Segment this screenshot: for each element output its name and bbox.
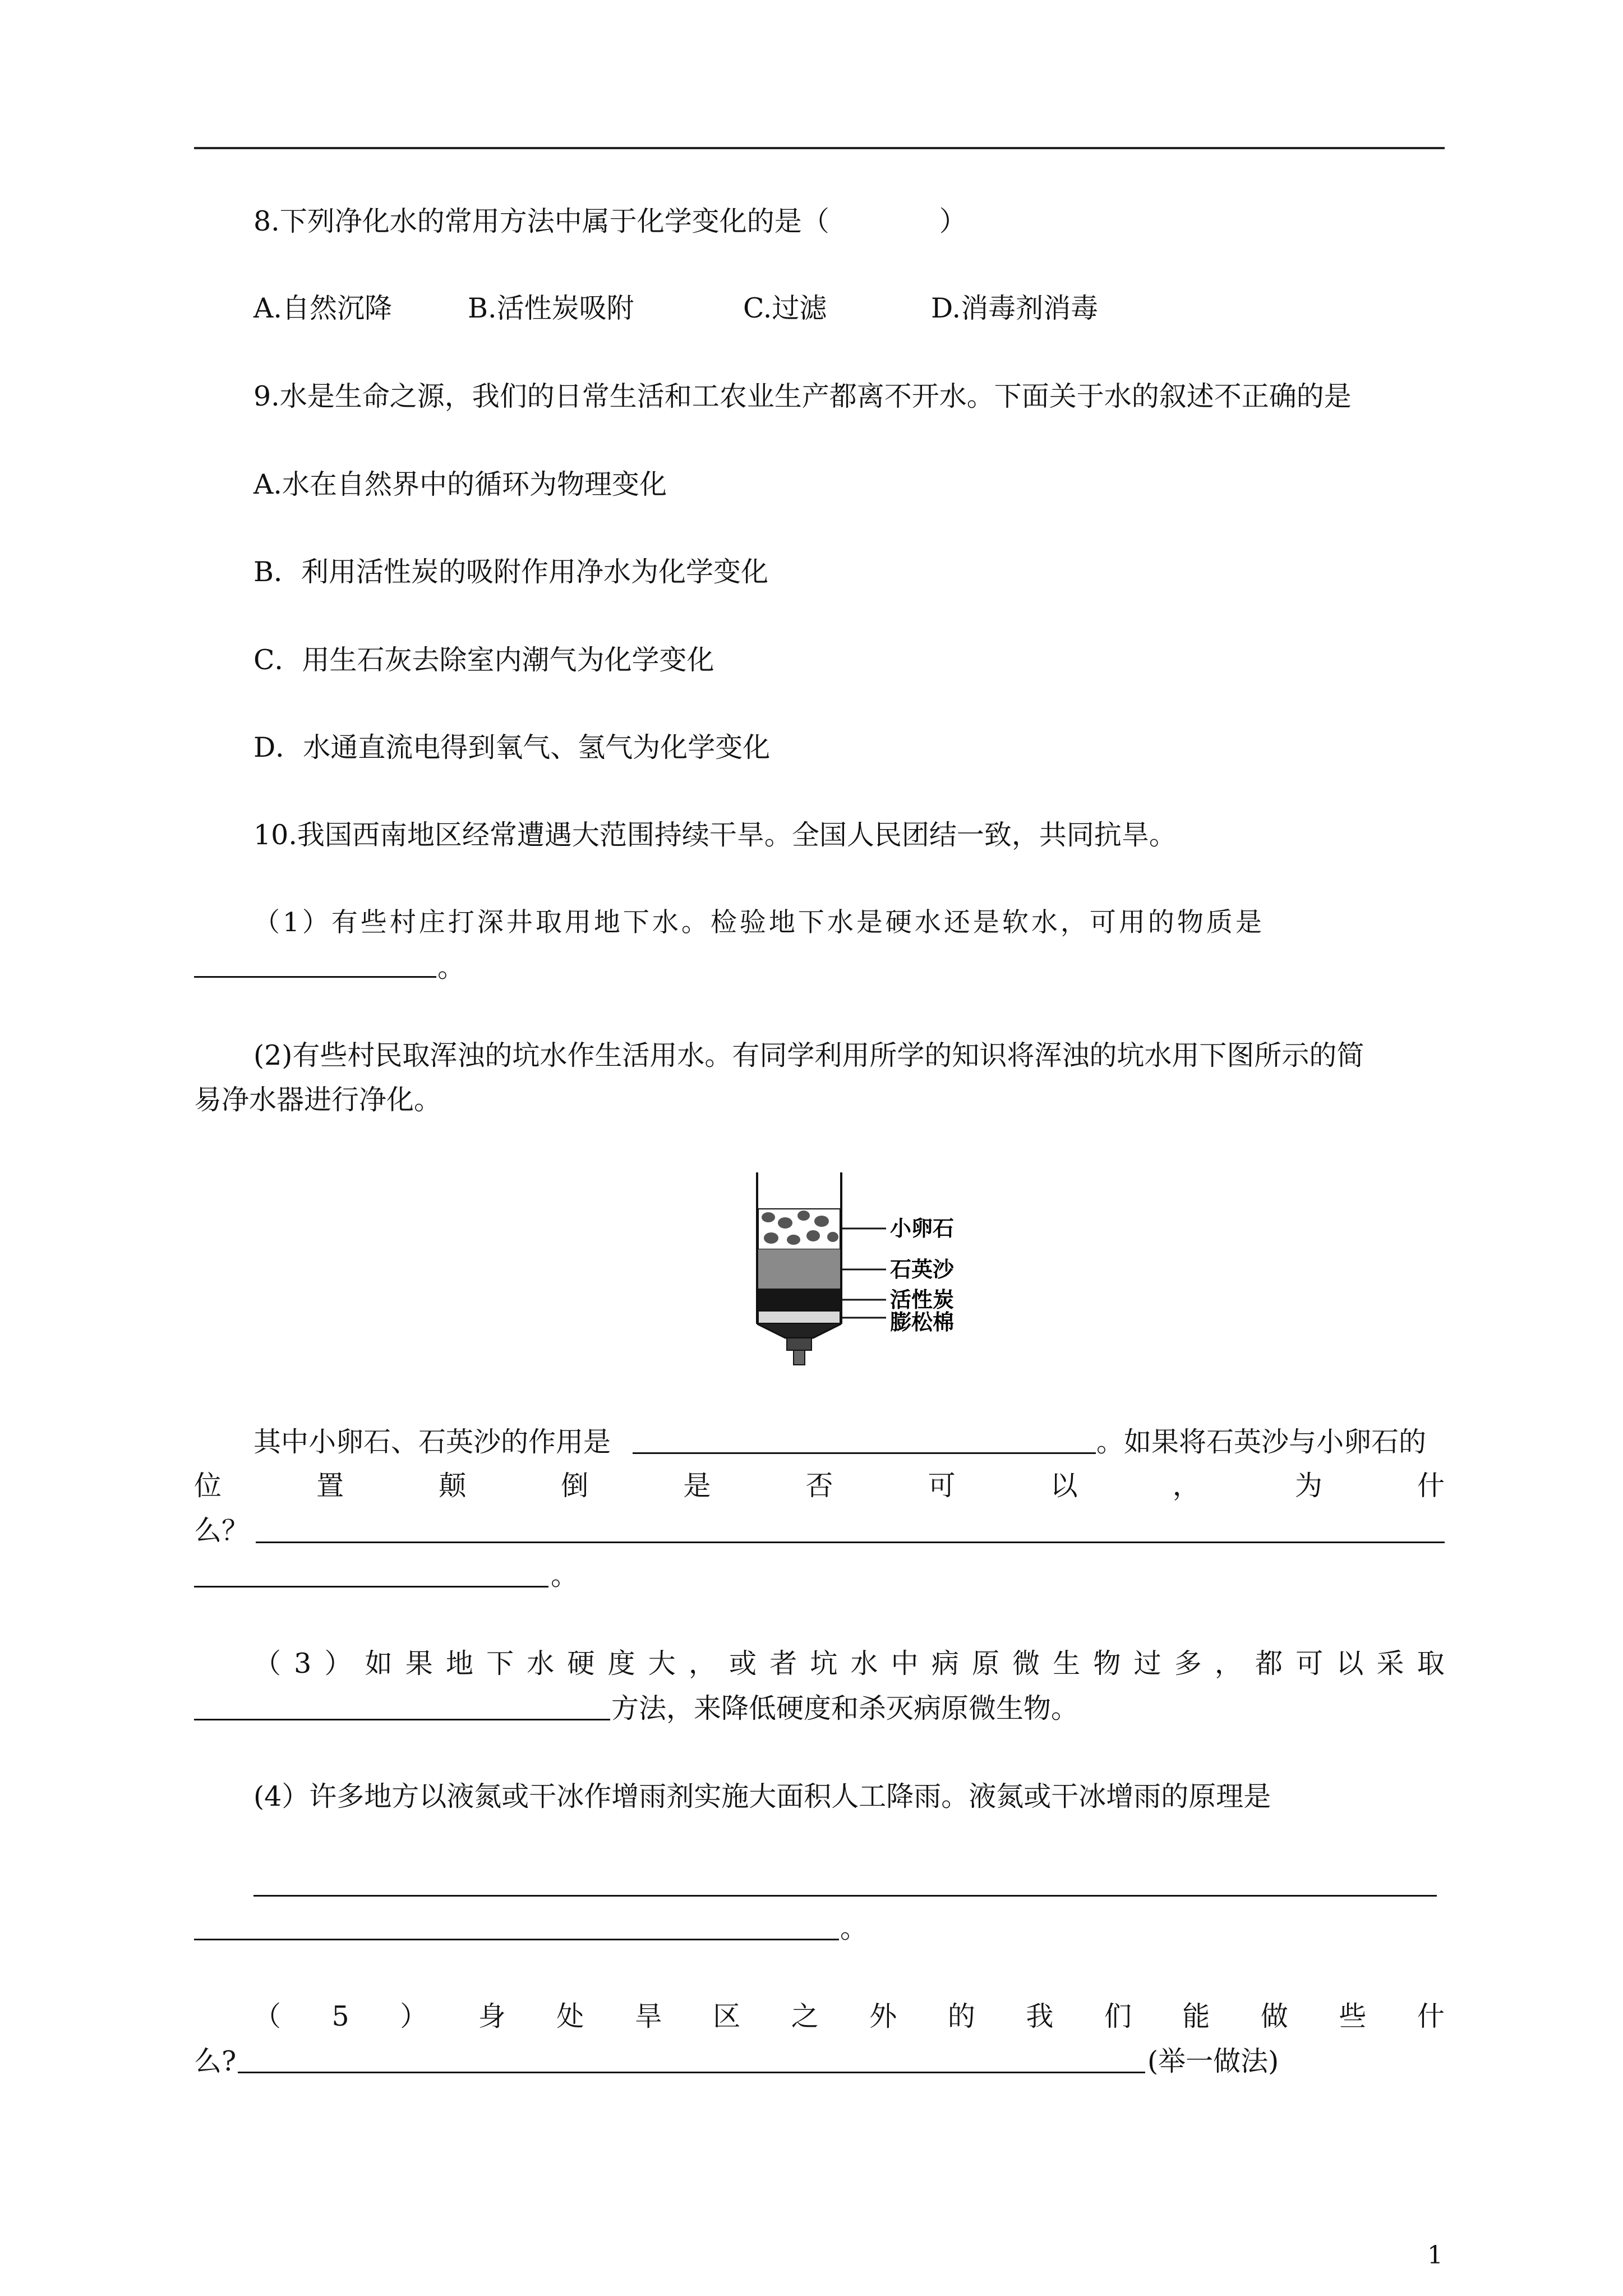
char: 者 xyxy=(769,1648,797,1680)
char: 物 xyxy=(1093,1648,1121,1680)
q10-part2-question-start: 其中小卵石、石英沙的作用是 xyxy=(253,1426,611,1458)
char: 位 xyxy=(194,1470,222,1502)
char: 如 xyxy=(365,1648,393,1680)
char: 可 xyxy=(928,1470,956,1502)
char: （ xyxy=(253,1648,282,1680)
q9-stem: 9.水是生命之源，我们的日常生活和工农业生产都离不开水。下面关于水的叙述不正确的是 xyxy=(253,380,1352,412)
q10-part5-line2-start: 么? xyxy=(194,2045,237,2077)
char: 为 xyxy=(1294,1470,1322,1502)
q10-part1-text: （1）有些村庄打深井取用地下水。检验地下水是硬水还是软水，可用的物质是 xyxy=(253,907,1265,938)
char: 水 xyxy=(850,1648,878,1680)
label-activated-carbon: 活性炭 xyxy=(890,1287,955,1312)
q10-part2-justified-line xyxy=(194,1469,1445,1503)
q9-option-b: B．利用活性炭的吸附作用净水为化学变化 xyxy=(253,556,769,588)
q10-part2-question-mid: 。如果将石英沙与小卵石的 xyxy=(1096,1426,1427,1458)
char: 旱 xyxy=(634,2000,662,2032)
char: 3 xyxy=(294,1648,312,1680)
char: 生 xyxy=(1053,1648,1081,1680)
char: ， xyxy=(1214,1648,1242,1680)
char: ， xyxy=(1172,1470,1200,1502)
q10-part4-text: (4）许多地方以液氮或干冰作增雨剂实施大面积人工降雨。液氮或干冰增雨的原理是 xyxy=(253,1780,1271,1812)
char: 可 xyxy=(1295,1648,1324,1680)
q9-option-c: C．用生石灰去除室内潮气为化学变化 xyxy=(253,644,714,676)
q8-option-d: D.消毒剂消毒 xyxy=(931,292,1099,324)
char: 多 xyxy=(1174,1648,1202,1680)
q9-option-a: A.水在自然界中的循环为物理变化 xyxy=(253,468,667,500)
char: 置 xyxy=(316,1470,344,1502)
char: 采 xyxy=(1376,1648,1404,1680)
page-number: 1 xyxy=(1427,2241,1443,2270)
q10-part3-blank[interactable] xyxy=(194,1719,610,1720)
char: 5 xyxy=(331,2000,349,2032)
q8-option-c: C.过滤 xyxy=(743,292,827,324)
char: 病 xyxy=(931,1648,959,1680)
char: 们 xyxy=(1104,2000,1132,2032)
q8-stem: 8.下列净化水的常用方法中属于化学变化的是（ ） xyxy=(253,205,967,237)
water-filter-figure xyxy=(715,1170,1007,1369)
char: 过 xyxy=(1133,1648,1161,1680)
char: 硬 xyxy=(567,1648,595,1680)
q10-part2-blank-2[interactable] xyxy=(256,1542,1445,1543)
char: 以 xyxy=(1050,1470,1078,1502)
char: 地 xyxy=(445,1648,473,1680)
char: 些 xyxy=(1339,2000,1367,2032)
char: 果 xyxy=(405,1648,433,1680)
q10-part4-blank-2[interactable] xyxy=(194,1939,839,1940)
q10-stem: 10.我国西南地区经常遭遇大范围持续干旱。全国人民团结一致，共同抗旱。 xyxy=(253,819,1177,851)
char: 之 xyxy=(791,2000,819,2032)
char: 大 xyxy=(648,1648,676,1680)
char: 坑 xyxy=(810,1648,838,1680)
q10-part2-line2: 易净水器进行净化。 xyxy=(194,1084,442,1116)
q10-part2-blank-1[interactable] xyxy=(633,1452,1096,1454)
char: 能 xyxy=(1182,2000,1210,2032)
char: ） xyxy=(324,1648,352,1680)
q10-part4-end: 。 xyxy=(840,1912,868,1944)
label-pebbles: 小卵石 xyxy=(890,1216,955,1241)
q10-part5-blank[interactable] xyxy=(238,2072,1145,2073)
char: 度 xyxy=(607,1648,635,1680)
char: ） xyxy=(400,2000,428,2032)
char: 中 xyxy=(891,1648,919,1680)
char: 身 xyxy=(478,2000,506,2032)
char: 否 xyxy=(805,1470,833,1502)
q9-option-d: D．水通直流电得到氧气、氢气为化学变化 xyxy=(253,731,771,763)
q10-part3-end: 方法，来降低硬度和杀灭病原微生物。 xyxy=(611,1692,1079,1724)
char: 的 xyxy=(947,2000,975,2032)
q10-part2-line1: (2)有些村民取浑浊的坑水作生活用水。有同学利用所学的知识将浑浊的坑水用下图所示的简 xyxy=(253,1039,1364,1071)
char: 外 xyxy=(869,2000,897,2032)
q10-part2-line3-start: 么？ xyxy=(194,1515,250,1547)
char: 什 xyxy=(1417,1470,1445,1502)
q10-part2-blank-3[interactable] xyxy=(194,1586,548,1588)
char: 微 xyxy=(1012,1648,1040,1680)
char: 颠 xyxy=(439,1470,467,1502)
char: 区 xyxy=(713,2000,741,2032)
char: 都 xyxy=(1255,1648,1283,1680)
q10-part4-blank-1[interactable] xyxy=(253,1895,1437,1897)
char: （ xyxy=(253,2000,282,2032)
char: 我 xyxy=(1026,2000,1054,2032)
q10-part5-end: (举一做法) xyxy=(1147,2045,1279,2077)
q8-option-a: A.自然沉降 xyxy=(253,292,392,324)
char: 做 xyxy=(1260,2000,1288,2032)
q10-part3-justified-line xyxy=(253,1647,1445,1681)
q10-part5-justified-line xyxy=(253,2000,1445,2033)
char: 是 xyxy=(683,1470,711,1502)
char: 取 xyxy=(1417,1648,1445,1680)
label-cotton: 膨松棉 xyxy=(890,1309,955,1335)
q10-part2-end: 。 xyxy=(551,1559,579,1591)
char: 倒 xyxy=(561,1470,589,1502)
q10-part1-end: 。 xyxy=(437,951,465,983)
char: 以 xyxy=(1336,1648,1364,1680)
q10-part1-blank[interactable] xyxy=(194,976,436,978)
q8-option-b: B.活性炭吸附 xyxy=(468,292,634,324)
char: 处 xyxy=(556,2000,584,2032)
char: 原 xyxy=(971,1648,999,1680)
char: 下 xyxy=(486,1648,514,1680)
label-quartz-sand: 石英沙 xyxy=(890,1257,955,1282)
header-rule xyxy=(194,147,1445,149)
char: 水 xyxy=(527,1648,555,1680)
char: 或 xyxy=(729,1648,757,1680)
char: 什 xyxy=(1417,2000,1445,2032)
char: ， xyxy=(688,1648,716,1680)
